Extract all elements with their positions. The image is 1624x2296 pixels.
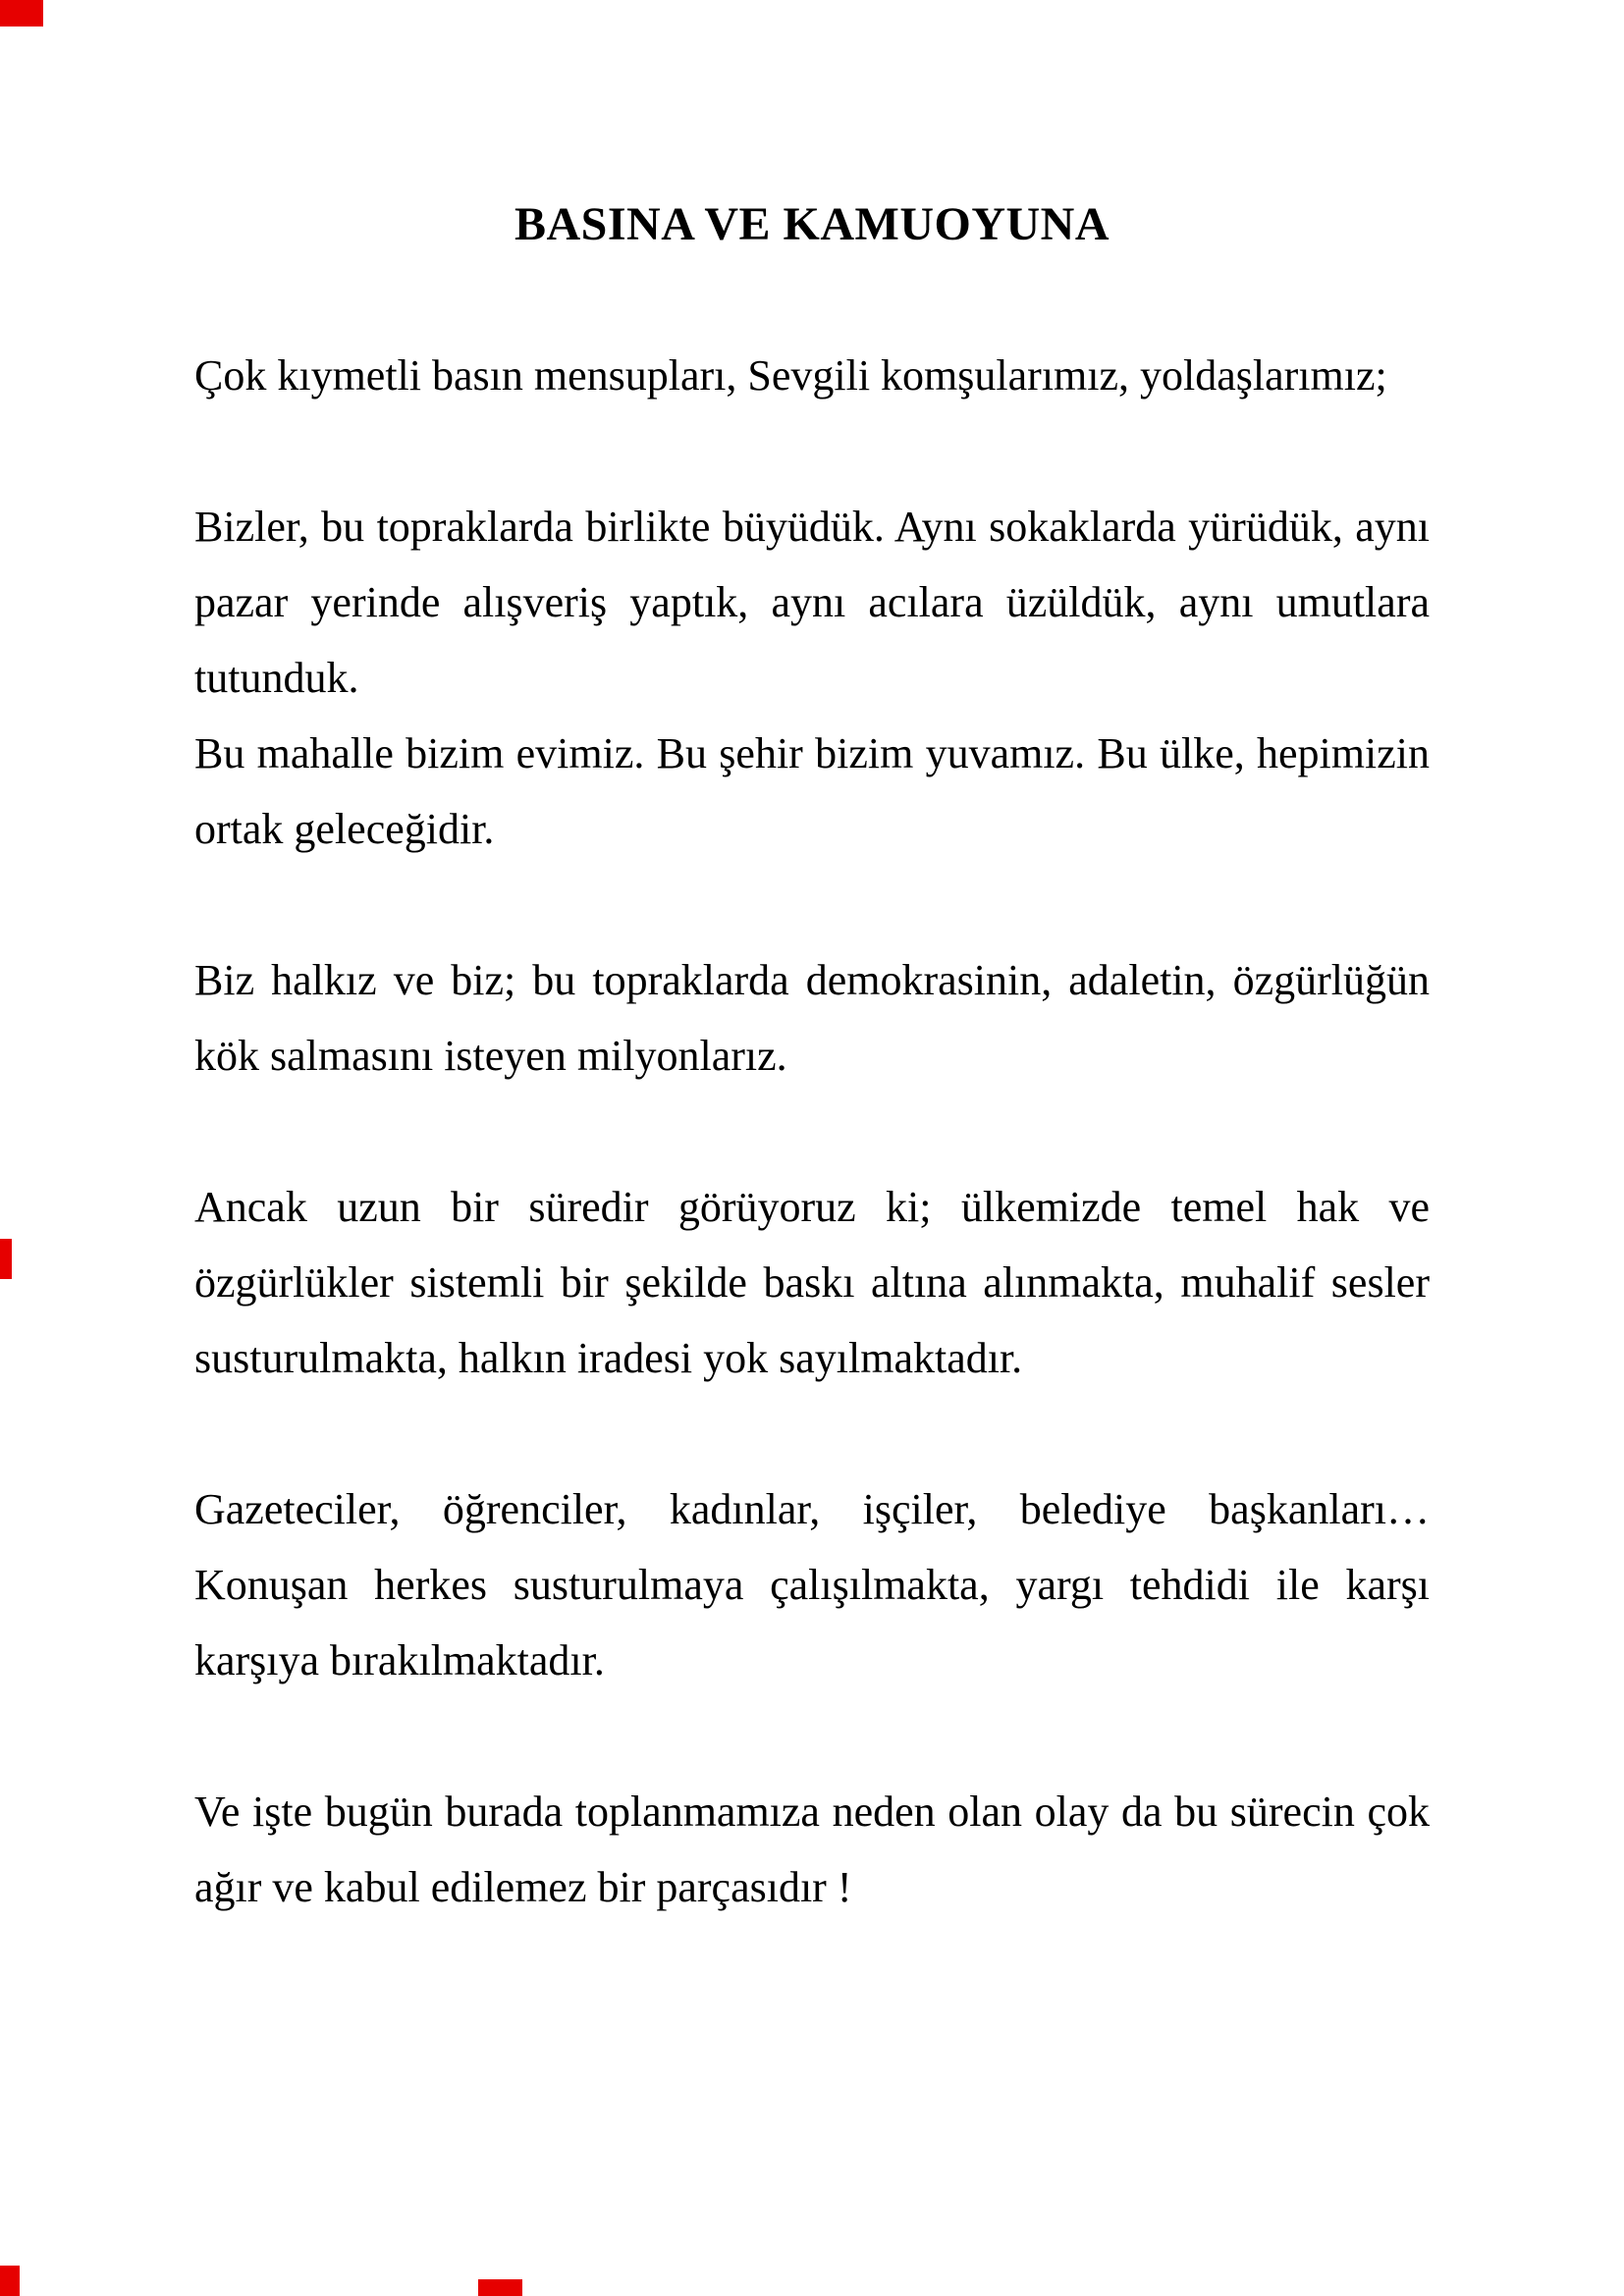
paragraph-ancak xyxy=(194,1169,1430,1396)
paragraph-bizler xyxy=(194,489,1430,716)
text-line: Bu mahalle bizim evimiz. Bu şehir bizim yuvamız. Bu ülke, hepimizin xyxy=(194,729,1430,777)
text-line: Ve işte bugün burada toplanmamıza neden olan olay da bu sürecin çok xyxy=(194,1788,1430,1836)
text-line: ağır ve kabul edilemez bir parçasıdır ! xyxy=(194,1863,852,1911)
text-line: Gazeteciler, öğrenciler, kadınlar, işçiler, belediye başkanları… xyxy=(194,1485,1430,1533)
text-line: Ancak uzun bir süredir görüyoruz ki; ülkemizde temel hak ve xyxy=(194,1183,1430,1231)
text-line: karşıya bırakılmaktadır. xyxy=(194,1636,605,1684)
document-title: BASINA VE KAMUOYUNA xyxy=(514,198,1110,250)
red-marker xyxy=(0,1239,12,1279)
text-line: susturulmakta, halkın iradesi yok sayılmaktadır. xyxy=(194,1334,1023,1382)
paragraph-mahalle xyxy=(194,716,1430,867)
text-line: Çok kıymetli basın mensupları, Sevgili komşularımız, yoldaşlarımız; xyxy=(194,351,1387,400)
text-line: kök salmasını isteyen milyonlarız. xyxy=(194,1032,787,1080)
text-line: pazar yerinde alışveriş yaptık, aynı acılara üzüldük, aynı umutlara xyxy=(194,578,1430,626)
text-line: özgürlükler sistemli bir şekilde baskı altına alınmakta, muhalif sesler xyxy=(194,1258,1430,1307)
text-line: Biz halkız ve biz; bu topraklarda demokrasinin, adaletin, özgürlüğün xyxy=(194,956,1430,1004)
paragraph-gazeteciler xyxy=(194,1471,1430,1698)
paragraph-salutation xyxy=(194,338,1430,413)
text-line: ortak geleceğidir. xyxy=(194,805,495,853)
paragraph-halk xyxy=(194,942,1430,1094)
red-marker xyxy=(0,0,43,27)
text-line: Konuşan herkes susturulmaya çalışılmakta, yargı tehdidi ile karşı xyxy=(194,1561,1430,1609)
text-line: Bizler, bu topraklarda birlikte büyüdük. Aynı sokaklarda yürüdük, aynı xyxy=(194,503,1430,551)
text-line: tutunduk. xyxy=(194,654,359,702)
red-marker xyxy=(0,2266,20,2296)
paragraph-bugun xyxy=(194,1774,1430,1925)
red-marker xyxy=(478,2279,522,2296)
